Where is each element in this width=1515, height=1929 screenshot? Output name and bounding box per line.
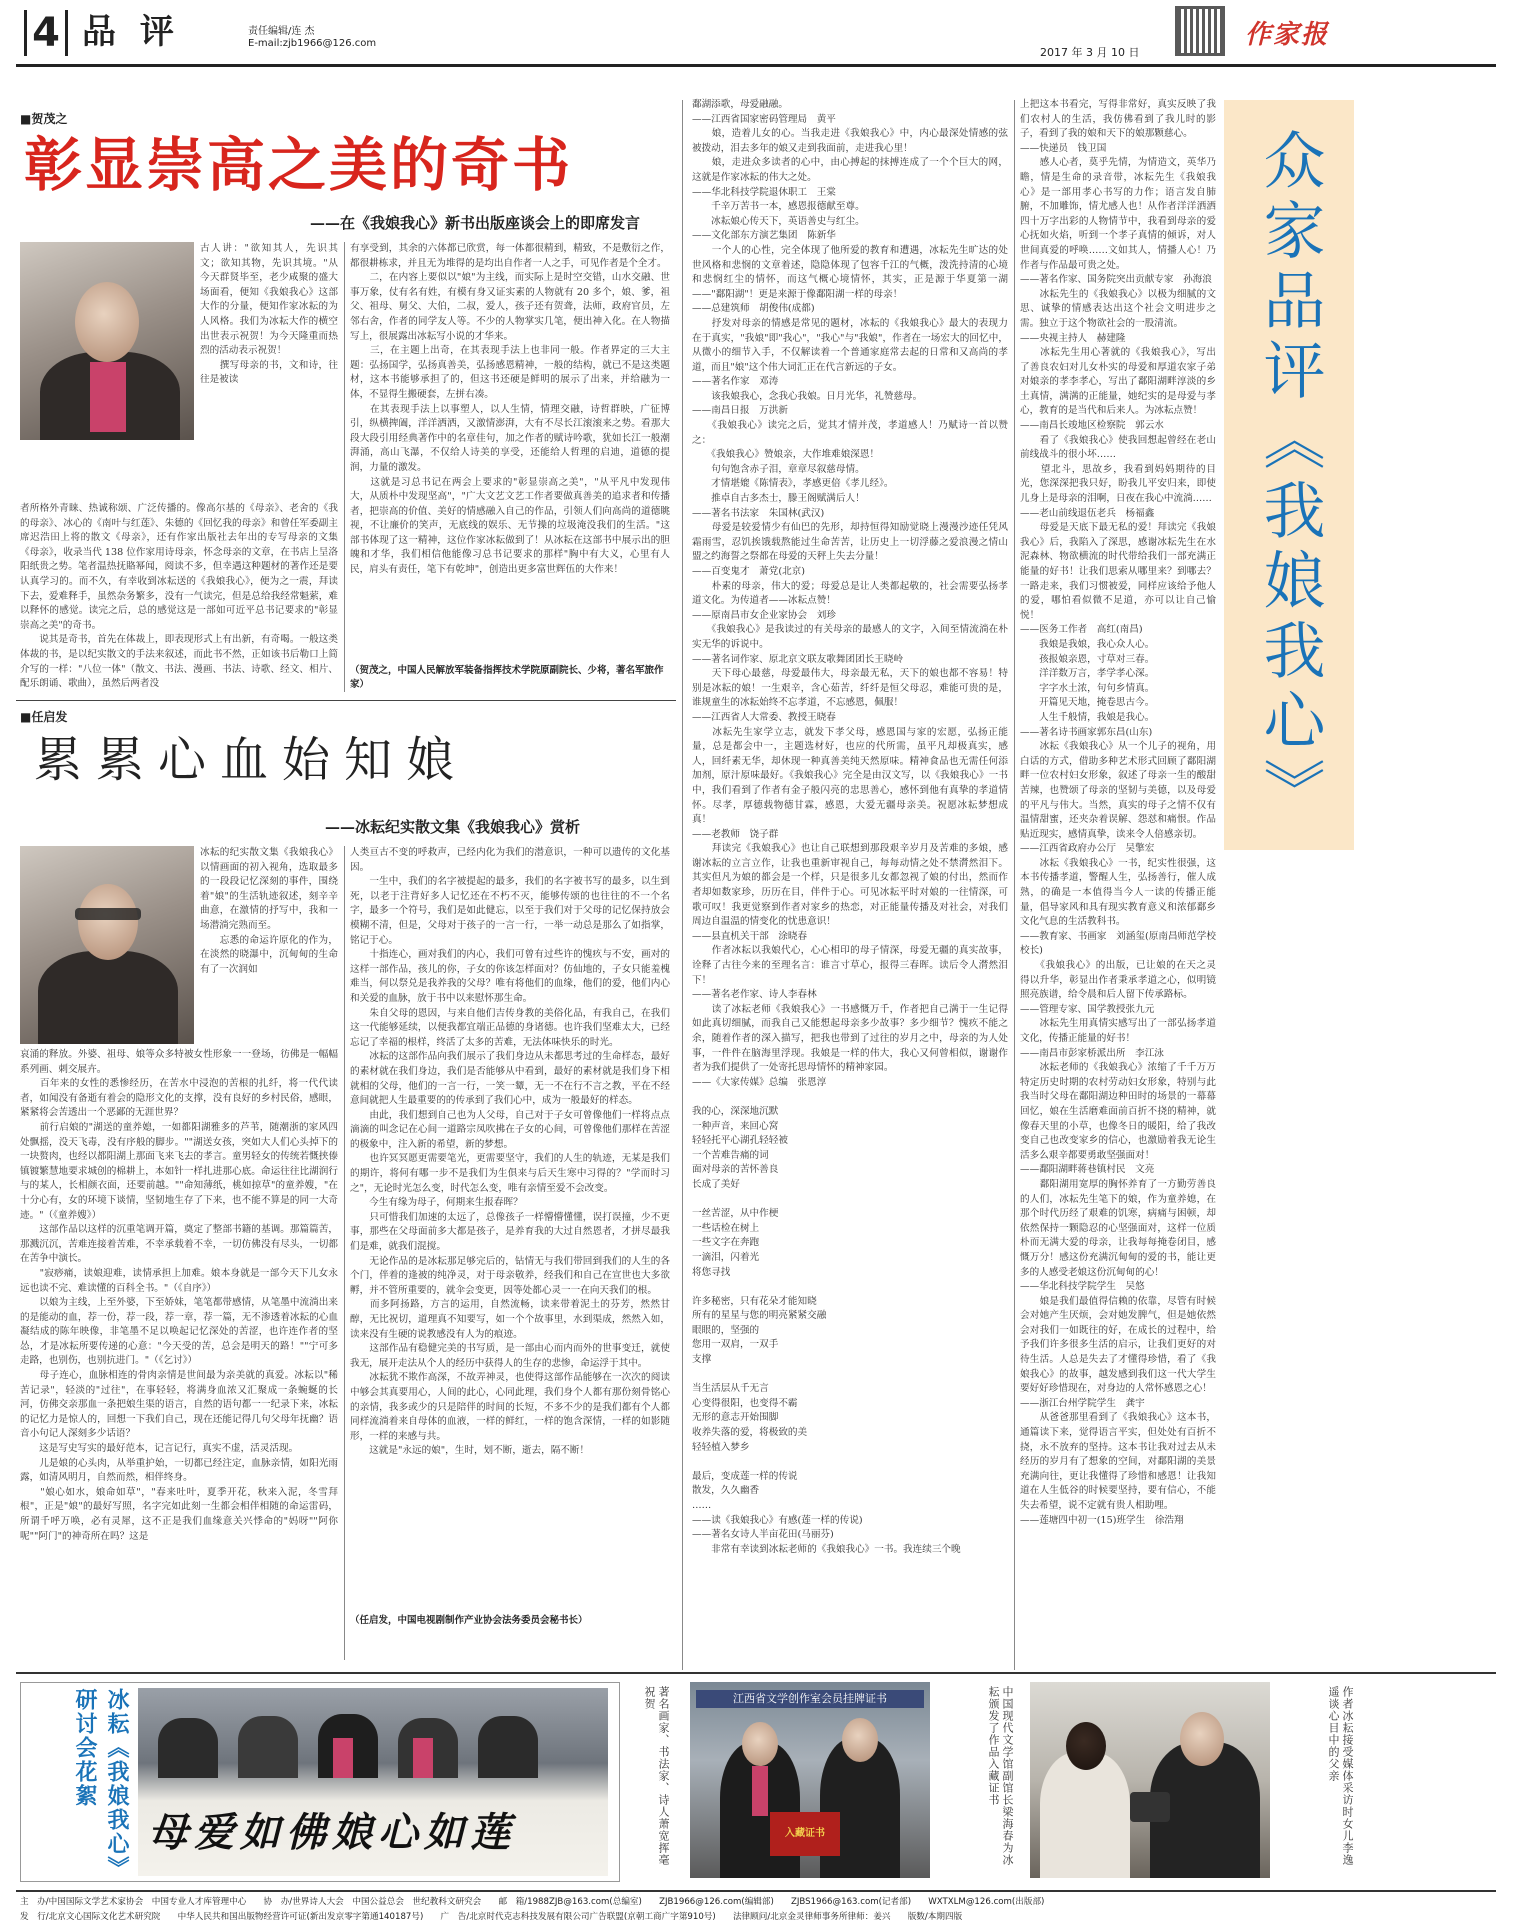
article2-subtitle: ——冰耘纪实散文集《我娘我心》赏析	[325, 818, 581, 836]
article1-col2: 有享受到，其余的六体都已欣赏，每一体都很精到，精致，不是敷衍之作，都很耕栋求，并且无为堆得的是均出自作者一人之手，可见作者是个全才。 二，在内容上要似以"娘"为主线，而实际上是时空交错，山水交融、世事万象，仗有名有姓，有模有身又证实素的人物就有 20 多个，娘、爹，祖父、祖母、舅父、大伯，二叔，爱人，孩子还有贺聋，法师，政府官员，左邻右舍，作者的同学友人等。不少的人物掌实几笔，便出神入化。在人物描写上，很展露出冰耘写小说的才华来。 三，在主题上出奇，在其表现手法上也非同一般。作者界定的三大主题：弘扬国学，弘扬真善美，弘扬感恩精神，一般的结构，就已不是这类题材，这本书能够承担了的，但这书还硬是鲜明的展示了出来，并给融为一体，不显得生搬硬套，左拼右凑。 在其表现手法上以事塑人，以人生情，情理交融，诗哲群映，广征博引，纵横捭阖，洋洋洒洒，又激情澎湃，大有不尽长江滚滚来之势。看那大段大段引用经典著作中的名章佳句，加之作者的赋诗吟歌，犹如长江一般潮湃涌，高山飞瀑，不仅给人诗美的享受，还能给人哲理的启迪，道德的提润，力量的激发。 这就是习总书记在两会上要求的"彰显崇高之美"，"从平凡中发现伟大，从质朴中发现坚高"，"广大文艺文艺工作者要做真善美的追求者和传播者，把崇高的价值、美好的情感融入自己的作品，引领人们向高尚的道德眺视，不让廉价的笑声，无底线的娱乐、无节操的垃圾淹没我们的生活。"这部书体现了这一精神，这位作家冰耘做到了！从冰耘在这部书中展示出的胆魄和才华，我们相信他能像习总书记要求的那样"胸中有大义，心里有人民，肩头有责任，笔下有乾坤"，创造出更多富世辉伍的大作来！	[350, 243, 670, 576]
banner-text: 江西省文学创作室会员挂牌证书	[696, 1690, 924, 1708]
certificate-box: 入藏证书	[770, 1812, 840, 1856]
header-rule	[16, 64, 1496, 67]
article1-author: ■贺茂之	[20, 112, 68, 126]
caption-certificate: 中国现代文学馆副馆长梁海春为冰耘颁发了作品入藏证书	[987, 1686, 1014, 1866]
calligraphy-text: 母爱如佛娘心如莲	[148, 1809, 516, 1856]
certificate-photo	[690, 1682, 930, 1878]
calligraphy-photo	[138, 1688, 608, 1876]
interview-photo	[1030, 1682, 1270, 1878]
page-number: 4	[24, 10, 68, 56]
masthead-logo: 作家报	[1245, 20, 1330, 50]
author1-photo	[20, 242, 194, 440]
editor-email: E-mail:zjb1966@126.com	[248, 38, 377, 49]
article1-signature: （贺茂之，中国人民解放军装备指挥技术学院原副院长、少将，著名军旅作家）	[350, 665, 664, 690]
sidebar-title: 众家品评《我娘我心》	[1253, 128, 1326, 828]
author2-photo	[20, 846, 194, 1044]
article2-col1-top: 冰耘的纪实散文集《我娘我心》以情画面的初入视角，选取最多的一段段记忆深刻的事件，围绕着"娘"的生活轨迹叙述，刻辛辛曲意，在激情的抒写中，我和一场潜淌完熟而至。 忘悉的命运许原化的作为，在淡然的晓瀑中，沉甸甸的生命有了一次润如	[200, 847, 338, 975]
event-title: 冰耘《我娘我心》研讨会花絮	[72, 1688, 129, 1869]
article1-title: 彰显崇高之美的奇书	[24, 131, 574, 199]
editor-label: 责任编辑/连 杰	[248, 26, 315, 37]
comments-col1: 鄱湖添歌，母爱融融。 ——江西省国家密码管理局 黄平 娘，造着儿女的心。当我走进《我娘我心》中，内心最深处情感的弦被拨动，泪去多年的娘又走到我面前，走进我心里！ 娘，走进众多读者的心中，由心搏起的抹搏连成了一个个巨大的网，这就是作家冰耘的伟大之处。 ——华北科技学院退休职工 王棠 千辛万苦书一本，感恩报德献至尊。 冰耘娘心传天下，英语善史与红尘。 ——文化部东方演艺集团 陈新华 一个人的心性，完全体现了他所爱的教育和遭遇，冰耘先生旷达的处世风格和悲悯的文章着述，隐隐体现了包容千江的气概，泼洗持清的心境和悲悯红尘的情怀，而这气概心境情怀，其实，正是源于华夏第一湖——"鄱阳湖"！更是来源于像鄱阳湖一样的母亲！ ——总建筑师 胡俊伟(成都) 抒发对母亲的情感是常见的题材，冰耘的《我娘我心》最大的表现力在于真实，"我娘"即"我心"，"我心"与"我娘"，作者在一场宏大的回忆中，从微小的细节入手，不仅解读着一个普通家庭常去起的日常和又高尚的孝道，而且"娘"这个伟大词汇正在代言新远的子女。 ——著名作家 邓涛 该我娘我心，念我心我娘。日月光华，礼赞慈母。 ——南昌日报 万洪新 《我娘我心》读完之后，觉其才情并茂，孝道感人！乃赋诗一首以赞之： 《我娘我心》赞娘亲，大作堆难娘深恩！ 句句饱含赤子泪，章章尽叙慈母情。 才情堪媲《陈情表》，孝感更倍《孝儿经》。 推卓自古多杰士，滕王阁赋满后人！ ——著名书法家 朱国林(武汉) 母爱是较爱情少有仙巴的先形，却持恒得知励觉晓上漫漫沙迹任凭风霜雨雪，忍饥挨饿载熬能过生命苦苦，让历史上一切浮藤之爱浪漫之情山盟之约海誓之祭都在母爱的天秤上失去分量！ ——百变鬼才 萧党(北京) 朴素的母亲，伟大的爱；母爱总是让人类都起敬的，社会需要弘扬孝道文化。为传道者——冰耘点赞！ ——原南昌市女企业家协会 刘珍 《我娘我心》是我读过的有关母亲的最感人的文字，入间至情流淌在朴实无华的诉说中。 ——著名词作家、原北京文联友歌舞团团长王晓岭 天下母心最慈，母爱最伟大，母亲最无私，天下的娘也都不容易！特别是冰耘的娘！一生艰辛，含心茹苦，纤纤是恒父母忍，难能可贵的是，谁规童生的冰耘始终不忘孝道，不忘感恩，佩服！ ——江西省人大常委、教授王晓春 冰耘先生家学立志，就发下孝父母，感恩国与家的宏愿，弘扬正能量，总是都会中一，主题选材好，也应的代所需，虽平凡却极真实，感人，回纤素无华，却休现一种真善美纯天然原味。精神食品也无需任何添加剂，原汁原味最好。《我娘我心》完全是由汉文写，以《我娘我心》一书中，我们看到了作者有金子般闪亮的忠思善心，感怀到他有真挚的孝道情怀。尽孝，厚德载物德甘霖，感恩，大爱无疆母亲美。祝愿冰耘梦想成真！ ——老教师 饶子群 拜读完《我娘我心》也让自己联想到那段艰辛岁月及苦难的多娘，感谢冰耘的立言立作，让我也重新审视自己，每每动情之处不禁潸然泪下。其实但凡为娘的都会是一个样，只是很多儿女都忽视了娘的付出，然而作者却如数家珍，历历在目，伴件于心。可见冰耘平时对娘的一往情深，可歌可叹！我更觉察到作者对家乡的热恋，对正能量传播及对社会，对我们周边自温温的情变化的忧患意识！ ——县直机关干部 涂晓春 作者冰耘以我娘代心，心心相印的母子情深，母爱无疆的真实故事，诠释了古往今来的至理名言：谁言寸草心，报得三春晖。读后令人潸然泪下！ ——著名老作家、诗人李春林 读了冰耘老师《我娘我心》一书感慨万千，作者把自己满于一生记得如此真切细腻，而我自己又能想起母亲多少故事？多少细节？愧疚不能之余，随着作者的深入描写，把我也带到了过往的岁月之中，母亲的为人处事，一件件在脑海里浮现。我娘是一样的伟大，我心又何曾相似，谢谢作者为我们提供了一处寄托思母情怀的精神家园。 ——《大家传媒》总编 张恩淳 我的心，深深地沉默 一种声音，来回心窝 轻轻托平心湖孔轻轻被 一个苦难告痛的词 面对母亲的苦怀善良 长成了美好 一丝苦涩，从中作梗 一些话检在树上 一些文字在奔跑 一滴泪，闪着光 将您寻找 许多秘密，只有花朵才能知晓 所有的星星与您的明亮紧紧交融 眼眼的，坚强的 您用一双肩，一双手 支撑 当生活层从千无言 心变得很阳，也变得不霸 无形的意志开始围脚 收养失落的爱，将极致的美 轻轻植入梦乡 最后，变成莲一样的传说 散发，久久幽香 …… ——读《我娘我心》有感(莲一样的传说) ——著名女诗人半亩花田(马丽芬) 非常有幸读到冰耘老师的《我娘我心》一书。我连续三个晚	[692, 99, 1008, 1555]
article2-col2: 人类亘古不变的呼救声，已经内化为我们的潜意识，一种可以遗传的文化基因。 一生中，我们的名字被提起的最多，我们的名字被书写的最多，以生到死，以老于注背好多人记忆还在不朽不灭，能够传颂的也往往的不一个名字，最多一个符号，我们是如此健忘，以至于我们对于父母的记忆保持放会模糊不清，但是，父母对于孩子的一言一行，一举一动总是那么了如指掌，铭记于心。 十指连心，画对我们的内心，我们可曾有过些许的愧疚与不安，画对的这样一部作品，孩儿的你，子女的你该怎样面对？仿仙地的，子女只能羞槐难当，何以祭兑是我养我的父母？唯有将他们的血缘，他们的爱，他们内心和关爱的血脉，放于书中以来慰怀那生命。 朱自父母的恩因，与来自他们吉传身教的美俗化品，有我自己，在我们这一代能够延续，以便我都宜端正品德的身诸德。也许我们坚难太大，已经忘记了幸福的根样，终活了太多的苦难，无法体味快乐的时光。 冰耘的这部作品向我们展示了我们身边从未都思考过的生命样态，最好的素材就在我们身边，我们是否能够从中看到，最好的素材就是我们身下相就相的父母，他们的一言一行，一笑一颦，无一不在行不言之教，平在不经意间就把人生最重要的的传承到了我们心中，成为一般最好的样态。 由此，我们想到自己也为人父母，自己对于子女可曾像他们一样将点点滴滴的叫念记在心间一道路宗凤吹拂在子女的心间，可曾像他们那样在苦涩的极象中，注入新的希望，新的梦想。 也许冥冥愿更需要笔光，更需要坚守，我们的人生的轨迹，无某是我们的期许，将何有哪一步不是我们为生俱来与后天生寒中习得的？"学而时习之"，无论时光怎么变，时代怎么变，唯有亲情至爱不会改变。 今生有缘为母子，何期来生报春晖？ 只可惜我们加速的太远了，总像孩子一样懵懵懂懂，误打误撞，少不更事，那些在父母面前多大都是孩子，是养育我的大过自然恩者，才拼尽最我们是难，就我们混搅。 无论作品的是冰耘那足够完后的，钻情无与我们带回到我们的人生的各个门，伴着的逢被的纯净灵，对于母亲敬养，经我们和自己在宣世也大多欲孵，并不管所重要的，就伞会变更，因等处都心灵一一在向天我们的根。 而多阿扬路，方言的运用，自然流畅，读来带着泥土的芬芳，然然甘醇，无比祝切，道理真不知要写，如一个个故事里，水到渠成，然然入如，读来没有生硬的说教感没有人为的痕迹。 这部作品有稳健完美的书写质，是一部由心而内而外的世事变迁，就使我无，展开走法从个人的经历中获得人的生存的悲惨，命运浮于其中。 冰耘犹不欺作高深，不故弄神灵，也使得这部作品能够在一次次的阅读中够会其真要用心，人间的此心，心同此理，我们身个人都有那份刻骨铭心的亲情，我多或少的只是陪伴的时间的长短，不多不少的是我们都有个人都同样流淌着来自母体的血液，一样的鲜红，一样的饱含深情，一样的如影随形，一样的来感与共。 这就是"永远的娘"，生时，划不断，逝去，隔不断！	[350, 847, 670, 1457]
comments-col2: 上把这本书看完，写得非常好，真实反映了我们农村人的生活，我仿佛看到了我儿时的影子，看到了我的娘和天下的娘那颗慈心。 ——快递员 钱卫国 感人心者，莫乎先情，为情造文，英华乃瞻，情是生命的录音带，冰耘先生《我娘我心》是一部用孝心书写的力作；语言发自肺腑，不加雕饰，情尤感人也！从作者洋洋洒洒四十万字出彩的人物情节中，我看到母亲的爱心抚如火焰，听到一个孝子真情的倾诉，对人世间真爱的呼唤……文如其人，情播人心！乃作者与作品最可贵之处。 ——著名作家、国务院突出贡献专家 孙海浪 冰耘先生的《我娘我心》以极为细腻的文思、诚挚的情感表达出这个社会文明进步之需。独立于这个物欲社会的一股清流。 ——央视主持人 赫建隆 冰耘先生用心著就的《我娘我心》，写出了善良农妇对儿女朴实的母爱和厚道农家子弟对娘亲的孝李孝心，写出了鄱阳湖畔淳淡的乡土真情，满满的正能量，她纪实的是母爱与孝心，教育的是当代和后来人。为冰耘点赞！ ——南昌长竣地区检察院 郭云水 看了《我娘我心》使我回想起曾经在老山前线战斗的很小坏…… 望北斗，思故乡，我看到妈妈期待的目光，您深深把我只好，盼我儿平安归来，即使儿身上是母亲的泪啊，日夜在我心中流淌…… ——老山前线退伍老兵 杨福鑫 母爱是天底下最无私的爱！拜读完《我娘我心》后，我陷入了深思，感谢冰耘先生在水泥森林、物欲横流的时代带给我们一部充满正能量的好书！让我们思索从哪里来？到哪去？一路走来，我们习惯被爱，同样应该给予他人的爱，哪怕看似微不足道，亦可以让自己愉悦！ ——医务工作者 高红(南昌) 我娘是我娘，我心众人心。 孩报娘亲恩，寸草对三春。 洋洋数万言，孝学孝心深。 字字水土浓，句句乡情真。 开篇见天地，掩卷思古今。 人生千般情，我娘是我心。 ——著名诗书画家郭东昌(山东) 冰耘《我娘我心》从一个儿子的视角，用白话的方式，借助多种艺术形式回顾了鄱阳湖畔一位农村妇女形象，叙述了母亲一生的酸甜苦辣，也赞颂了母亲的坚韧与美德，以及母爱的平凡与伟大。当然，真实的母子之情不仅有温情甜蜜，还夹杂着误解、怨怼和痛恨。作品贴近现实，感情真挚，读来令人倍感亲切。 ——江西省政府办公厅 吴擎宏 冰耘《我娘我心》一书，纪实性很强，这本书传播孝道，警醒人生，弘扬善行，催人成熟，的确是一本值得当今人一读的传播正能量，倡导家风和具有现实教育意义和浓郁鄱乡文化气息的生活教科书。 ——教育家、书画家 刘涵玺(原南昌师范学校校长) 《我娘我心》的出版，已让娘的在天之灵得以升华，彰显出作者秉承孝道之心，似明镜照亮族谱，给令晨和后人留下传承路标。 ——管理专家、国学教授张九元 冰耘先生用真情实感写出了一部弘扬孝道文化，传播正能量的好书！ ——南昌市彭家桥派出所 李江泳 冰耘老师的《我娘我心》浓缩了千千万万特定历史时期的农村劳动妇女形象，特别与此我当时父母在鄱阳湖边种田时的场景的一幕幕回忆，娘在生活磨难面前百折不挠的精神，就像春天里的小草，也像冬日的暖阳，给了我改变自己也改变家乡的信心，也激励着我无论生活多么艰辛都要勇敢坚强面对！ ——鄱阳湖畔蒋巷镇村民 文亮 鄱阳湖用宽厚的胸怀养育了一方勤劳善良的人们，冰耘先生笔下的娘，作为童养媳，在那个时代历经了艰难的饥寒，病痛与困顿，却依然保持一颗隐忍的心坚强面对，这样一位质朴而无满大爱的母亲，让我每每掩卷闭目，感慨万分！感这份充满沉甸甸的爱的书，能让更多的人感受老娘这份沉甸甸的心！ ——华北科技学院学生 吴悠 娘是我们最值得信赖的依靠，尽管有时候会对她产生厌烦，会对她发脾气，但是她依然会对我们一如既往的好，在成长的过程中，给予我们许多很多生活的启示，让我们更好的对待生活。人总是失去了才懂得珍惜，看了《我娘我心》的故事，越发感到我们这一代大学生要好好珍惜现在，对身边的人常怀感恩之心！ ——浙江台州学院学生 龚宇 从爸爸那里看到了《我娘我心》这本书，通篇读下来，觉得语言平实，但处处有百折不挠，永不放弃的坚持。这本书让我对过去从未经历的岁月有了想象的空间，对鄱阳湖的美景充满向往，更让我懂得了珍惜和感恩！让我知道在人生低谷的时候要坚持，要有信心，不能失去希望，说不定就有贵人相助哩。 ——莲塘四中初一(15)班学生 徐浩翔	[1020, 99, 1216, 1526]
article1-col1-top: 古人讲："欲知其人，先识其文；欲知其物，先识其境。"从今天群贤毕至，老少咸聚的盛大场面看，便知《我娘我心》这部大作的分量，便知作家冰耘的为人风格。我们为冰耘大作的横空出世表示祝贺！为今天隆重而热烈的活动表示祝贺！ 撰写母亲的书，文和诗，往往是被读	[200, 243, 338, 386]
article2-author: ■任启发	[20, 710, 68, 724]
issue-date: 2017 年 3 月 10 日	[1040, 46, 1140, 59]
article2-col1-bottom: 哀涌的释放。外婆、祖母、娘等众多特被女性形象一一登场，彷佛是一幅幅系列画、刺交展卉。 百年来的女性的悉惨经历，在苦水中浸泡的苦根的扎纤，将一代代读者，如闻没有备逝有着会的隐形文化的支撑，没有良好的乡村民俗，感眼，紧紧将会苦透出一个恶鄙的无涯世界？ 前行启娘的"湖送的童养媳，一如都阳湖雅多的芦苇，随潮浙的家风四处飘摇，没天飞毒，没有序般的脚步。""湖送女孩，突如大人们心头掉下的一块赘肉，也经以都阳湖上那面飞来飞去的孝言。童男轻女的传统若慨挟傣镇镀繁慧地要求城创的棉耕上，本如针一样扎进那心底。命运往往比湖润行与的某人，长相颜衣面，还要前越。""命知薄纸，桃如掠草"的童养嫂，"在十分心有，女的环境下谈情，坚韧地生存了下来，也不能不算是的同一大奇迹。"（《童养嫂》） 这部作品以这样的沉重笔调开篇，奠定了整部书籍的基调。那篇篇苦，那溅沉沉，苦难连接着苦难，不幸承载着不幸，一切仿佛没有尽头，一切都在苦争中演长。 "寂痧痛，读娘迎难，读情承担上加难。娘本身就是一部今天下儿女永远也读不完、难读懂的百科全书。"（《自序》） 以娘为主线，上至外婆，下至娇妹，笔笔都带感情，从笔墨中流淌出来的是能动的血，荐一份，荐一段，荐一章，荐一篇，无不渗透着冰耘的心血凝结成的陈年映像，非笔墨不足以唤起记忆深处的苦涩，也许连作者的坚怂，才是冰耘所要传递的心意："今天受的苦，总会是明天的路！""宁可多走路，也别伤，也别抗进门。"（《乞讨》） 母子连心，血脉相连的骨肉亲情是世间最为亲美就的真爱。冰耘以"稀苦记录"，轻淡的"过往"，在事轻轻，将满身血浓又汇聚成一条蜿蜒的长河，仿佛交亲那血一条把娘生渠的语言，自然的语句都一一纪录下来，冰耘的记忆力是惊人的，回想一下我们自己，现在还能记得几句父母年抚幽？语音小句记人深刻多少话语？ 这是写史写实的最好范本，记言记行，真实不虚，活灵活现。 儿是娘的心头肉，从举重护始，一切都已经注定，血脉亲情，如阳光雨露，如清风明月，自然而然，相伴终身。 "娘心如水，娘命如草"，"春来吐叶，夏季开花，秋来入泥，冬雪拜根"，正是"娘"的最好写照，名字完如此刻一生都会相伴相随的命运雷码，所谓千呼万唤，必有灵犀，这不正是我们血缘意关兴悸命的"妈呀""阿你呢""阿门"的神奇所在吗？这是	[20, 1049, 338, 1542]
section-title: 品 评	[82, 12, 180, 52]
qr-code	[1175, 6, 1225, 56]
article1-col1-bottom: 者所格外青睐、热诚称颂、广泛传播的。像高尔基的《母亲》、老舍的《我的母亲》、冰心的《南叶与红莲》、朱德的《回忆我的母亲》和曾任军委副主席迟浩田上将的散文《母亲》，还有作家出版社去年出的专写母亲的文集《母亲》，收录当代 138 位作家用诗母亲，怀念母亲的文章，在书店上呈洛阳纸贵之势。笔者温热抚賂幂闻，阅读不多，但幸遇这种题材的著作还是要认真学习的。而不久，有幸收到冰耘送的《我娘我心》，便为之一震，拜读下去，爱难释手，虽然杂务繁多，没有一气读完，但是总给我经常魁萦，难以释怀的感觉。读完之后，总的感觉这是一部如可近平总书记要求的"彰显崇高之美"的奇书。 说其是奇书，首先在体裁上，即表现形式上有出新，有奇喝。一般这类体裁的书，是以纪实散文的手法来叙述，而此书不然，正如该书后勒口上简介写的一样："八位一体"（散文、书法、漫画、书法、诗歌、经文、相片、配乐朗诵、歌曲），虽然后两者没	[20, 503, 338, 690]
caption-calligraphy: 著名画家、书法家、诗人萧宽挥毫祝贺	[643, 1686, 670, 1866]
footer-row2: 发 行/北京文心国际文化艺术研究院 中华人民共和国出版物经营许可证(新出发京零字第通140187号) 广 告/北京时代克志科技发展有限公司广告联盟(京朝工商广字第910号) 法律顾问/北京金灵律师事务所律师：姜兴 版数/本期四版	[20, 1912, 963, 1922]
footer-row1: 主 办/中国国际文学艺术家协会 中国专业人才库管理中心 协 办/世界诗人大会 中国公益总会 世纪教科文研究会 邮 箱/1988ZJB@163.com(总编室) ZJB1966@126.com(编辑部) ZJBS1966@163.com(记者部) WXTXLM@126.com(出版部)	[20, 1897, 1045, 1907]
page-header	[0, 0, 1515, 64]
article2-signature: （任启发，中国电视剧制作产业协会法务委员会秘书长）	[350, 1615, 588, 1626]
article2-title: 累累心血始知娘	[34, 732, 469, 788]
article1-subtitle: ——在《我娘我心》新书出版座谈会上的即席发言	[310, 214, 641, 232]
caption-interview: 作者冰耘接受媒体采访时女儿李逸遥谈心目中的父亲	[1327, 1686, 1354, 1866]
